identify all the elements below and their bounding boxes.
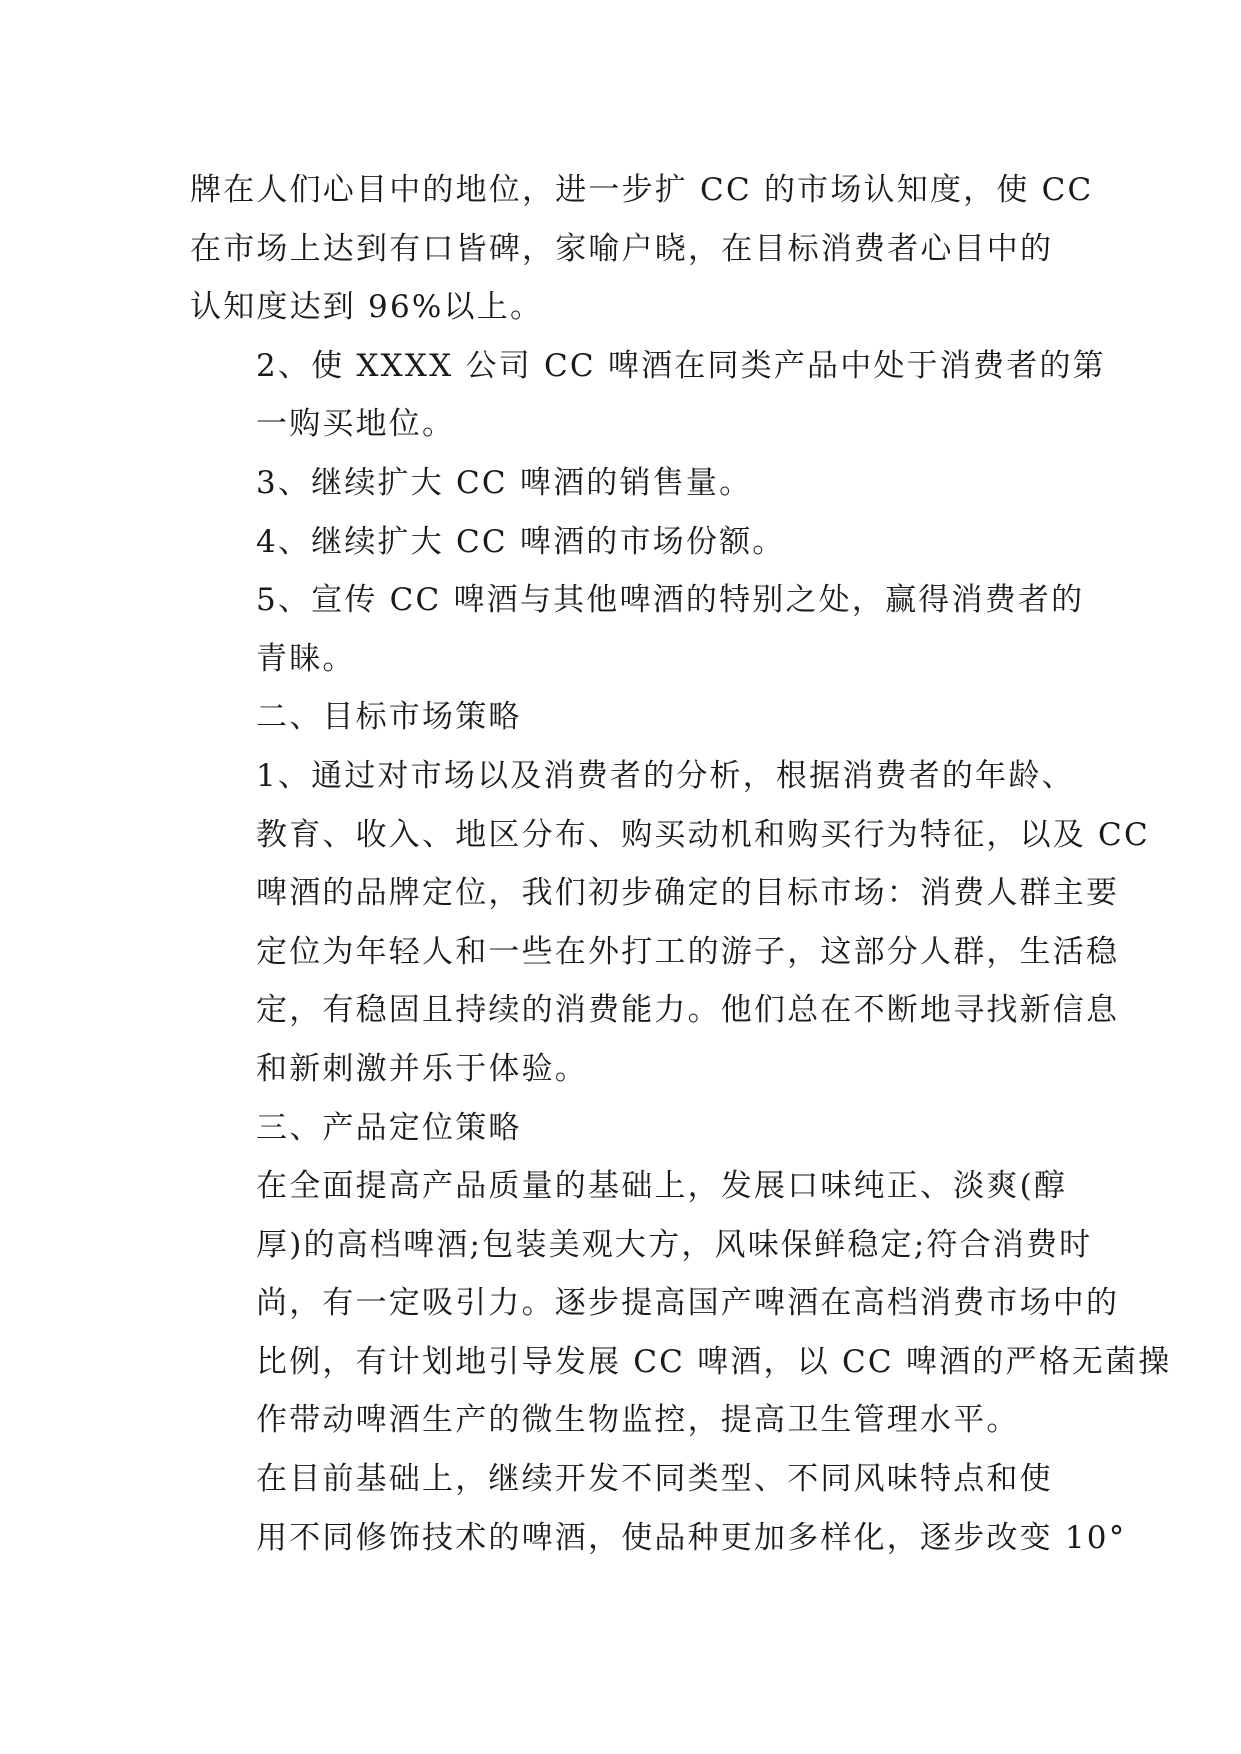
- text-line: 作带动啤酒生产的微生物监控，提高卫生管理水平。: [256, 1402, 1020, 1439]
- text-line: 在目前基础上，继续开发不同类型、不同风味特点和使: [256, 1461, 1053, 1498]
- text-line: 4、继续扩大 CC 啤酒的市场份额。: [256, 523, 786, 560]
- text-line: 认知度达到 96%以上。: [190, 289, 544, 326]
- text-line: 在市场上达到有口皆碑，家喻户晓，在目标消费者心目中的: [190, 230, 1054, 267]
- text-line: 在全面提高产品质量的基础上，发展口味纯正、淡爽(醇: [256, 1168, 1068, 1205]
- paragraph: [190, 513, 1070, 572]
- paragraph: [190, 571, 1085, 688]
- paragraph: [190, 1099, 1070, 1158]
- document-body: [190, 161, 1172, 1567]
- text-line: 定，有稳固且持续的消费能力。他们总在不断地寻找新信息: [256, 992, 1120, 1029]
- text-line: 和新刺激并乐于体验。: [256, 1050, 588, 1087]
- text-line: 三、产品定位策略: [256, 1109, 522, 1146]
- text-line: 二、目标市场策略: [256, 699, 522, 736]
- text-line: 1、通过对市场以及消费者的分析，根据消费者的年龄、: [256, 757, 1075, 794]
- text-line: 定位为年轻人和一些在外打工的游子，这部分人群，生活稳: [256, 933, 1120, 970]
- paragraph: [190, 747, 1150, 1099]
- text-line: 2、使 XXXX 公司 CC 啤酒在同类产品中处于消费者的第: [256, 347, 1106, 384]
- paragraph: [190, 161, 1094, 337]
- text-line: 厚)的高档啤酒;包装美观大方，风味保鲜稳定;符合消费时: [256, 1226, 1093, 1263]
- text-line: 3、继续扩大 CC 啤酒的销售量。: [256, 464, 753, 501]
- text-line: 教育、收入、地区分布、购买动机和购买行为特征，以及 CC: [256, 816, 1150, 853]
- text-line: 牌在人们心目中的地位，进一步扩 CC 的市场认知度，使 CC: [190, 172, 1094, 208]
- paragraph: [190, 1450, 1127, 1567]
- text-line: 啤酒的品牌定位，我们初步确定的目标市场：消费人群主要: [256, 875, 1120, 912]
- text-line: 5、宣传 CC 啤酒与其他啤酒的特别之处，赢得消费者的: [256, 582, 1085, 619]
- text-line: 青睐。: [256, 640, 356, 677]
- text-line: 比例，有计划地引导发展 CC 啤酒，以 CC 啤酒的严格无菌操: [256, 1343, 1172, 1380]
- paragraph: [190, 688, 1070, 747]
- text-line: 尚，有一定吸引力。逐步提高国产啤酒在高档消费市场中的: [256, 1285, 1120, 1322]
- text-line: 一购买地位。: [256, 406, 456, 443]
- text-line: 用不同修饰技术的啤酒，使品种更加多样化，逐步改变 10°: [256, 1519, 1127, 1556]
- paragraph: [190, 1157, 1172, 1450]
- paragraph: [190, 454, 1070, 513]
- paragraph: [190, 337, 1106, 454]
